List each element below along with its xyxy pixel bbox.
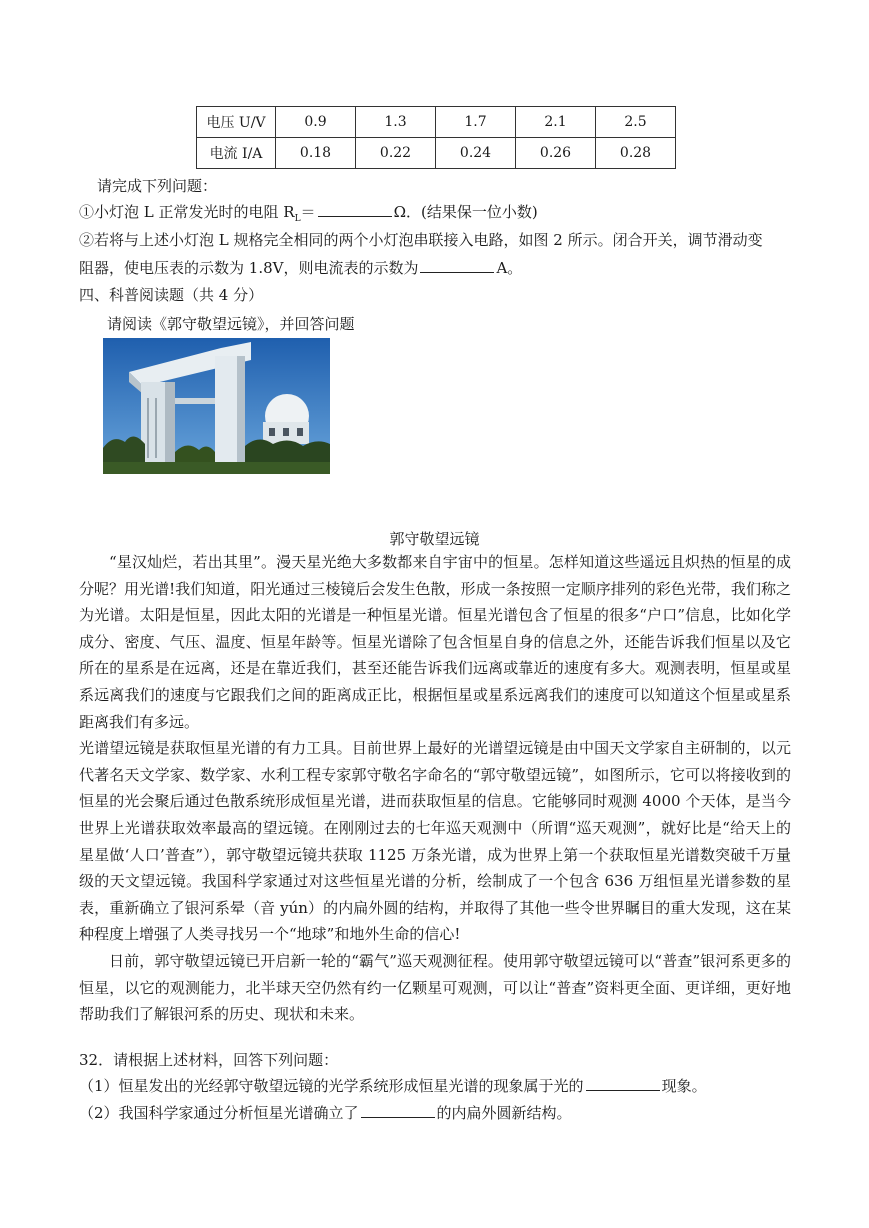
table-cell: 0.26 [516, 138, 596, 169]
table-cell: 2.5 [596, 107, 676, 138]
paragraph: 日前，郭守敬望远镜已开启新一轮的“霸气”巡天观测征程。使用郭守敬望远镜可以“普查”银河系更多的恒星，以它的观测能力，北半球天空仍然有约一亿颗星可观测，可以让“普查”资料更全面、更详细，更好地帮助我们了解银河系的历史、现状和未来。 [79, 951, 791, 1024]
question-32-1-text: （1）恒星发出的光经郭守敬望远镜的光学系统形成恒星光谱的现象属于光的 [79, 1077, 584, 1095]
answer-blank[interactable] [420, 258, 494, 273]
paragraph: 光谱望远镜是获取恒星光谱的有力工具。目前世界上最好的光谱望远镜是由中国天文学家自主研制的，以元代著名天文学家、数学家、水利工程专家郭守敬名字命名的“郭守敬望远镜”，如图所示，它可以将接收到的恒星的光会聚后通过色散系统形成恒星光谱，进而获取恒星的信息。它能够同时观测 4000 个天体，是当今世界上光谱获取效率最高的望远镜。在刚刚过去的七年巡天观测中（所谓“巡天观测”，就好比是“给天上的星星做‘人口’普查”），郭守敬望远镜共获取 1125 万条光谱，成为世界上第一个获取恒星光谱数突破千万量级的天文望远镜。我国科学家通过对这些恒星光谱的分析，绘制成了一个包含 636 万组恒星光谱参数的星表，重新确立了银河系晕（音 yún）的内扁外圆的结构，并取得了其他一些令世界瞩目的重大发现，这在某种程度上增强了人类寻找另一个“地球”和地外生命的信心! [79, 739, 791, 944]
question-32-1-suffix: 现象。 [661, 1077, 707, 1095]
row-label: 电压 U/V [197, 107, 276, 138]
question-32: 32．请根据上述材料，回答下列问题： [79, 1051, 339, 1069]
question-2-unit: A。 [496, 259, 523, 277]
question-32-1 [79, 1075, 707, 1096]
table-row-current [197, 138, 676, 169]
question-2-text: 阻器，使电压表的示数为 1.8V，则电流表的示数为 [79, 259, 419, 277]
question-32-2-suffix: 的内扁外圆新结构。 [436, 1104, 572, 1122]
article-body [79, 549, 791, 1028]
table-cell: 0.22 [356, 138, 436, 169]
reading-prompt: 请阅读《郭守敬望远镜》，并回答问题 [107, 315, 355, 333]
equals-sign: ＝ [300, 203, 316, 221]
table-cell: 1.3 [356, 107, 436, 138]
table-cell: 0.9 [276, 107, 356, 138]
section-heading: 四、科普阅读题（共 4 分） [79, 286, 264, 304]
article-title: 郭守敬望远镜 [389, 530, 480, 548]
question-1-text: ①小灯泡 L 正常发光时的电阻 R [79, 203, 295, 221]
table-cell: 2.1 [516, 107, 596, 138]
table-cell: 0.18 [276, 138, 356, 169]
answer-blank[interactable] [361, 1103, 435, 1118]
question-1-unit: Ω．(结果保一位小数) [393, 203, 538, 221]
table-cell: 0.28 [596, 138, 676, 169]
answer-blank[interactable] [586, 1076, 660, 1091]
answer-blank[interactable] [318, 202, 392, 217]
telescope-photo [103, 338, 330, 474]
paragraph: “星汉灿烂，若出其里”。漫天星光绝大多数都来自宇宙中的恒星。怎样知道这些遥远且炽热的恒星的成分呢？用光谱!我们知道，阳光通过三棱镜后会发生色散，形成一条按照一定顺序排列的彩色光带，我们称之为光谱。太阳是恒星，因此太阳的光谱是一种恒星光谱。恒星光谱包含了恒星的很多“户口”信息，比如化学成分、密度、气压、温度、恒星年龄等。恒星光谱除了包含恒星自身的信息之外，还能告诉我们恒星以及它所在的星系是在远离，还是在靠近我们，甚至还能告诉我们远离或靠近的速度有多大。观测表明，恒星或星系远离我们的速度与它跟我们之间的距离成正比，根据恒星或星系远离我们的速度可以知道这个恒星或星系距离我们有多远。 [79, 553, 791, 731]
question-1 [79, 201, 538, 224]
question-intro: 请完成下列问题： [97, 177, 218, 195]
subscript: L [294, 214, 301, 224]
question-32-2 [79, 1102, 572, 1123]
row-label: 电流 I/A [197, 138, 276, 169]
question-2-line-2 [79, 257, 522, 278]
table-cell: 1.7 [436, 107, 516, 138]
table-row-voltage [197, 107, 676, 138]
table-cell: 0.24 [436, 138, 516, 169]
data-table [196, 106, 676, 169]
question-32-2-text: （2）我国科学家通过分析恒星光谱确立了 [79, 1104, 359, 1122]
question-2-line-1: ②若将与上述小灯泡 L 规格完全相同的两个小灯泡串联接入电路，如图 2 所示。闭合开关，调节滑动变 [79, 231, 763, 249]
